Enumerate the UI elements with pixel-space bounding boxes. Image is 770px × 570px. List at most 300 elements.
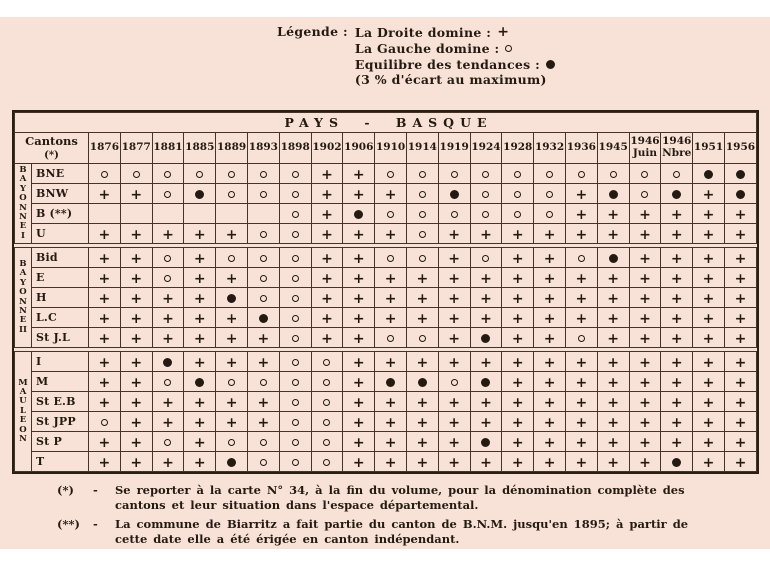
plus-symbol: + [511, 291, 524, 307]
circle-symbol [482, 255, 489, 262]
result-cell [438, 224, 470, 244]
result-cell [152, 164, 184, 184]
plus-symbol: + [702, 187, 715, 203]
result-cell [502, 372, 534, 392]
result-cell [89, 432, 121, 452]
result-cell [343, 268, 375, 288]
plus-symbol: + [734, 227, 747, 243]
result-cell [470, 372, 502, 392]
result-cell [120, 412, 152, 432]
result-cell [152, 392, 184, 412]
result-cell [406, 184, 438, 204]
plus-symbol: + [321, 167, 333, 183]
year-header: 1906 [343, 133, 375, 164]
plus-symbol: + [670, 207, 683, 223]
plus-symbol: + [352, 435, 365, 451]
dot-symbol [609, 190, 618, 199]
plus-symbol: + [384, 455, 397, 471]
result-cell [502, 392, 534, 412]
result-cell [375, 328, 407, 348]
plus-symbol: + [193, 291, 206, 307]
result-cell [120, 164, 152, 184]
circle-symbol [260, 379, 267, 386]
result-cell [216, 392, 248, 412]
result-cell [89, 412, 121, 432]
result-cell [502, 224, 534, 244]
plus-symbol: + [352, 291, 365, 307]
plus-symbol: + [352, 187, 365, 203]
result-cell [597, 392, 629, 412]
result-cell [693, 248, 725, 268]
result-cell [247, 308, 279, 328]
result-cell [89, 392, 121, 412]
plus-symbol: + [670, 415, 683, 431]
result-cell [343, 288, 375, 308]
circle-symbol [323, 419, 330, 426]
result-cell [693, 392, 725, 412]
result-cell [311, 204, 343, 224]
result-cell [375, 372, 407, 392]
cantons-header-line1: Cantons [25, 133, 78, 148]
result-cell [438, 268, 470, 288]
result-cell [406, 392, 438, 412]
result-cell [502, 184, 534, 204]
legend-item [355, 40, 555, 56]
circle-symbol [228, 191, 235, 198]
result-cell [629, 372, 661, 392]
plus-symbol: + [384, 271, 397, 287]
dot-symbol [418, 378, 427, 387]
result-cell [534, 308, 566, 328]
circle-symbol [164, 191, 171, 198]
dot-symbol [546, 60, 555, 69]
result-cell [120, 224, 152, 244]
result-cell [216, 248, 248, 268]
circle-symbol [260, 295, 267, 302]
plus-symbol: + [480, 227, 492, 243]
plus-symbol: + [162, 415, 174, 431]
circle-symbol [228, 255, 235, 262]
result-cell [152, 184, 184, 204]
plus-symbol: + [607, 455, 620, 471]
year-header: 1919 [438, 133, 470, 164]
table-row [15, 452, 757, 472]
result-cell [693, 412, 725, 432]
plus-symbol: + [225, 311, 238, 327]
plus-symbol: + [511, 355, 524, 371]
result-cell [693, 204, 725, 224]
plus-symbol: + [257, 355, 270, 371]
plus-symbol: + [511, 395, 524, 411]
result-cell [406, 204, 438, 224]
plus-symbol: + [448, 251, 461, 267]
circle-symbol [578, 171, 585, 178]
result-cell [565, 224, 597, 244]
plus-symbol: + [607, 375, 620, 391]
result-cell [375, 164, 407, 184]
plus-symbol: + [734, 375, 747, 391]
year-header: 1946 Nbre [661, 133, 693, 164]
result-cell [629, 392, 661, 412]
result-cell [565, 452, 597, 472]
table-row [15, 268, 757, 288]
circle-symbol [292, 419, 299, 426]
result-cell [216, 412, 248, 432]
result-cell [438, 164, 470, 184]
plus-symbol: + [734, 355, 747, 371]
circle-symbol [387, 335, 394, 342]
year-header: 1924 [470, 133, 502, 164]
result-cell [470, 268, 502, 288]
result-cell [89, 268, 121, 288]
circle-symbol [292, 399, 299, 406]
plus-symbol: + [98, 291, 111, 307]
result-cell [279, 328, 311, 348]
result-cell [438, 184, 470, 204]
result-cell [724, 452, 756, 472]
circle-symbol [292, 171, 299, 178]
result-cell [311, 432, 343, 452]
result-cell [438, 288, 470, 308]
result-cell [406, 268, 438, 288]
result-cell [311, 288, 343, 308]
result-cell [565, 392, 597, 412]
plus-symbol: + [98, 251, 111, 267]
plus-symbol: + [130, 355, 143, 371]
result-cell [152, 352, 184, 372]
plus-symbol: + [257, 331, 270, 347]
result-cell [693, 308, 725, 328]
dot-symbol [163, 358, 172, 367]
plus-symbol: + [639, 331, 651, 347]
footnote-dash: - [93, 516, 98, 531]
result-cell [629, 412, 661, 432]
scanned-page [0, 17, 770, 549]
canton-label: BNW [32, 184, 89, 204]
result-cell [279, 268, 311, 288]
result-cell [152, 328, 184, 348]
result-cell [406, 412, 438, 432]
result-cell [502, 204, 534, 224]
group-label: M A U L E O N [15, 352, 32, 472]
plus-symbol: + [98, 435, 111, 451]
plus-symbol: + [607, 207, 620, 223]
plus-symbol: + [511, 455, 524, 471]
result-cell [152, 268, 184, 288]
result-cell [152, 372, 184, 392]
year-header: 1946 Juin [629, 133, 661, 164]
plus-symbol: + [321, 271, 333, 287]
canton-label: M [32, 372, 89, 392]
plus-symbol: + [98, 227, 111, 243]
dot-symbol [354, 210, 363, 219]
result-cell [89, 372, 121, 392]
dot-symbol [227, 458, 236, 467]
result-cell [375, 268, 407, 288]
plus-symbol: + [448, 355, 461, 371]
circle-symbol [641, 191, 648, 198]
result-cell [470, 432, 502, 452]
plus-symbol: + [670, 227, 683, 243]
plus-symbol: + [702, 207, 715, 223]
result-cell [438, 328, 470, 348]
result-cell [438, 412, 470, 432]
result-cell [534, 224, 566, 244]
result-cell [693, 288, 725, 308]
circle-symbol [228, 171, 235, 178]
result-cell [152, 248, 184, 268]
dot-symbol [672, 190, 681, 199]
result-cell [661, 224, 693, 244]
plus-symbol: + [130, 415, 143, 431]
plus-symbol: + [352, 271, 365, 287]
result-cell [152, 432, 184, 452]
circle-symbol [323, 399, 330, 406]
table-row [15, 352, 757, 372]
result-cell [216, 164, 248, 184]
plus-symbol: + [511, 251, 524, 267]
dot-symbol [386, 378, 395, 387]
dot-symbol [450, 190, 459, 199]
result-cell [343, 184, 375, 204]
result-cell [89, 164, 121, 184]
result-cell [120, 308, 152, 328]
result-cell [724, 432, 756, 452]
result-cell [470, 308, 502, 328]
result-cell [279, 392, 311, 412]
result-cell [597, 164, 629, 184]
plus-symbol: + [98, 271, 111, 287]
circle-symbol [482, 171, 489, 178]
plus-symbol: + [480, 415, 492, 431]
plus-symbol: + [480, 291, 492, 307]
plus-symbol: + [575, 187, 588, 203]
year-header: 1889 [216, 133, 248, 164]
plus-symbol: + [734, 395, 747, 411]
result-cell [470, 412, 502, 432]
circle-symbol [292, 439, 299, 446]
circle-symbol [196, 171, 203, 178]
result-cell [406, 452, 438, 472]
plus-symbol: + [543, 251, 556, 267]
plus-symbol: + [480, 311, 492, 327]
plus-symbol: + [321, 251, 333, 267]
result-cell [470, 248, 502, 268]
circle-symbol [451, 211, 458, 218]
year-header: 1885 [184, 133, 216, 164]
result-cell [438, 352, 470, 372]
circle-symbol [505, 45, 512, 52]
result-cell [279, 412, 311, 432]
plus-symbol: + [225, 271, 238, 287]
result-cell [661, 164, 693, 184]
result-cell [343, 452, 375, 472]
result-cell [89, 352, 121, 372]
result-cell [343, 432, 375, 452]
canton-label: St JPP [32, 412, 89, 432]
canton-label: L.C [32, 308, 89, 328]
plus-symbol: + [193, 435, 206, 451]
result-cell [597, 288, 629, 308]
result-cell [534, 164, 566, 184]
plus-symbol: + [639, 271, 651, 287]
plus-symbol: + [225, 331, 238, 347]
result-cell [629, 452, 661, 472]
dot-symbol [481, 334, 490, 343]
result-cell [279, 184, 311, 204]
result-cell [120, 328, 152, 348]
plus-symbol: + [162, 311, 174, 327]
result-cell [279, 308, 311, 328]
plus-symbol: + [352, 455, 365, 471]
result-cell [661, 248, 693, 268]
result-cell [597, 204, 629, 224]
plus-symbol: + [98, 187, 111, 203]
result-cell [661, 372, 693, 392]
result-cell [470, 452, 502, 472]
result-cell [216, 224, 248, 244]
result-cell [661, 288, 693, 308]
circle-symbol [292, 211, 299, 218]
table-row [15, 308, 757, 328]
result-cell [184, 452, 216, 472]
result-cell [216, 352, 248, 372]
circle-symbol [228, 379, 235, 386]
year-header: 1914 [406, 133, 438, 164]
result-cell [279, 372, 311, 392]
result-cell [693, 268, 725, 288]
year-header: 1881 [152, 133, 184, 164]
result-cell [406, 352, 438, 372]
circle-symbol [260, 255, 267, 262]
canton-label: St P [32, 432, 89, 452]
result-cell [502, 268, 534, 288]
plus-symbol: + [543, 271, 556, 287]
result-cell [184, 184, 216, 204]
result-cell [661, 392, 693, 412]
result-cell [724, 288, 756, 308]
circle-symbol [673, 171, 680, 178]
result-cell [565, 164, 597, 184]
footnote-marker: (*) [57, 483, 74, 497]
plus-symbol: + [575, 207, 588, 223]
plus-symbol: + [543, 415, 556, 431]
result-cell [120, 452, 152, 472]
result-cell [565, 308, 597, 328]
cantons-header-line2: (*) [44, 149, 59, 161]
result-cell [629, 248, 661, 268]
result-cell [406, 308, 438, 328]
result-cell [279, 224, 311, 244]
plus-symbol: + [193, 395, 206, 411]
plus-symbol: + [670, 395, 683, 411]
plus-symbol: + [384, 415, 397, 431]
table-row [15, 288, 757, 308]
circle-symbol [514, 191, 521, 198]
plus-symbol: + [480, 355, 492, 371]
result-cell [724, 392, 756, 412]
plus-symbol: + [511, 375, 524, 391]
result-cell [597, 248, 629, 268]
result-cell [724, 204, 756, 224]
plus-symbol: + [670, 291, 683, 307]
plus-symbol: + [543, 227, 556, 243]
plus-symbol: + [702, 331, 715, 347]
result-cell [693, 432, 725, 452]
plus-symbol: + [575, 455, 588, 471]
result-cell [438, 432, 470, 452]
plus-symbol: + [734, 291, 747, 307]
plus-symbol: + [575, 415, 588, 431]
footnote [57, 483, 720, 513]
plus-symbol: + [670, 435, 683, 451]
result-cell [216, 308, 248, 328]
canton-label: H [32, 288, 89, 308]
result-cell [216, 288, 248, 308]
plus-symbol: + [162, 291, 174, 307]
result-cell [565, 432, 597, 452]
result-cell [375, 308, 407, 328]
result-cell [375, 184, 407, 204]
result-cell [597, 184, 629, 204]
plus-symbol: + [543, 375, 556, 391]
plus-symbol: + [352, 227, 365, 243]
result-cell [693, 372, 725, 392]
result-cell [661, 204, 693, 224]
plus-symbol: + [639, 227, 651, 243]
dot-symbol [736, 190, 745, 199]
circle-symbol [260, 275, 267, 282]
plus-symbol: + [130, 251, 143, 267]
result-cell [724, 164, 756, 184]
plus-symbol: + [575, 311, 588, 327]
result-cell [565, 412, 597, 432]
legend-note: (3 % d'écart au maximum) [354, 72, 547, 87]
result-cell [184, 352, 216, 372]
result-cell [311, 452, 343, 472]
dot-symbol [609, 254, 618, 263]
table-row [15, 412, 757, 432]
plus-symbol: + [416, 355, 429, 371]
plus-symbol: + [511, 435, 524, 451]
result-cell [406, 224, 438, 244]
result-cell [565, 352, 597, 372]
plus-symbol: + [384, 435, 397, 451]
result-cell [375, 224, 407, 244]
result-cell [184, 288, 216, 308]
result-cell [152, 288, 184, 308]
result-cell [470, 392, 502, 412]
plus-symbol: + [511, 271, 524, 287]
plus-symbol: + [639, 395, 651, 411]
plus-symbol: + [384, 227, 397, 243]
result-cell [406, 288, 438, 308]
result-cell [311, 164, 343, 184]
plus-symbol: + [607, 311, 620, 327]
plus-symbol: + [607, 227, 620, 243]
result-cell [565, 184, 597, 204]
table-row [15, 432, 757, 452]
circle-symbol [419, 171, 426, 178]
plus-symbol: + [193, 271, 206, 287]
result-cell [534, 412, 566, 432]
legend-lines [355, 24, 555, 88]
plus-symbol: + [575, 395, 588, 411]
footnote-text: Se reporter à la carte N° 34, à la fin du volume, pour la dénomination complète des cantons et leur situation dans l'espace départemental. [115, 483, 685, 512]
canton-label: U [32, 224, 89, 244]
result-cell [120, 352, 152, 372]
plus-symbol: + [480, 271, 492, 287]
